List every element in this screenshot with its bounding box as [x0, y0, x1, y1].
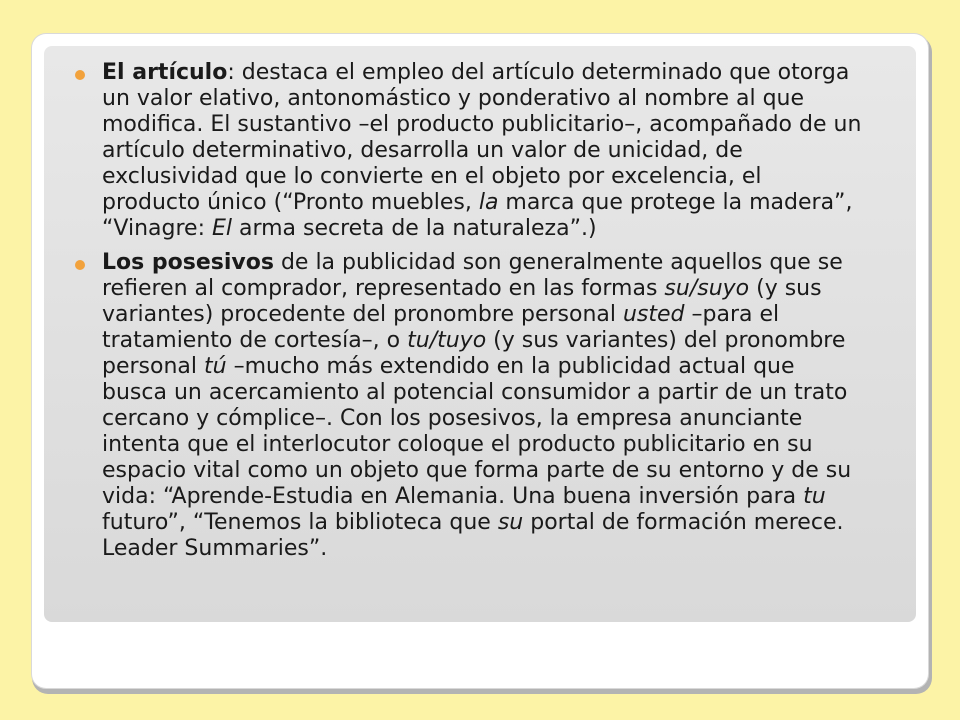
text-run: –mucho más extendido en la publicidad actual que busca un acercamiento al potencial consumidor a partir de un trato cercano y cómplice–. Con los posesivos, la empresa anunciante intenta que el interlocutor coloque el producto publicitario en su espacio vital como un objeto que forma parte de su entorno y de su vida: “Aprende-Estudia en Alemania. Una buena inversión para — [102, 354, 852, 509]
emphasis-text: usted — [622, 302, 685, 327]
text-run: de la publicidad son generalmente aquellos que se refieren al comprador, representado en las formas — [102, 250, 843, 301]
emphasis-text: tu/tuyo — [407, 328, 487, 353]
text-run: –para el tratamiento de cortesía–, o — [102, 302, 780, 353]
emphasis-text: tú — [204, 354, 227, 379]
text-run: arma secreta de la naturaleza”.) — [231, 216, 597, 241]
emphasis-text: tu — [803, 484, 826, 509]
bullet-list — [72, 60, 862, 570]
text-run: portal de formación merece. Leader Summaries”. — [102, 510, 844, 561]
emphasis-text: su/suyo — [664, 276, 750, 301]
text-run: (y sus variantes) del pronombre personal — [102, 328, 846, 379]
emphasis-text: la — [478, 190, 499, 215]
bullet-item-posesivos — [72, 250, 862, 562]
bullet-item-articulo — [72, 60, 862, 242]
bullet-term: Los posesivos — [102, 250, 274, 275]
bullet-term: El artículo — [102, 60, 228, 85]
emphasis-text: su — [497, 510, 524, 535]
emphasis-text: El — [211, 216, 232, 241]
bullet-text — [102, 250, 851, 561]
text-run: futuro”, “Tenemos la biblioteca que — [102, 510, 498, 535]
bullet-dot-icon — [75, 70, 85, 80]
bullet-text — [102, 60, 861, 241]
text-run: : destaca el empleo del artículo determinado que otorga un valor elativo, antonomástico y ponderativo al nombre al que modifica. El sustantivo –el producto publicitario–, acompañado de un artículo determinativo, desarrolla un valor de unicidad, de exclusividad que lo convierte en el objeto por excelencia, el producto único (“Pronto muebles, — [102, 60, 862, 215]
text-run: (y sus variantes) procedente del pronombre personal — [102, 276, 822, 327]
bullet-dot-icon — [75, 260, 85, 270]
text-run: marca que protege la madera”, “Vinagre: — [102, 190, 853, 241]
